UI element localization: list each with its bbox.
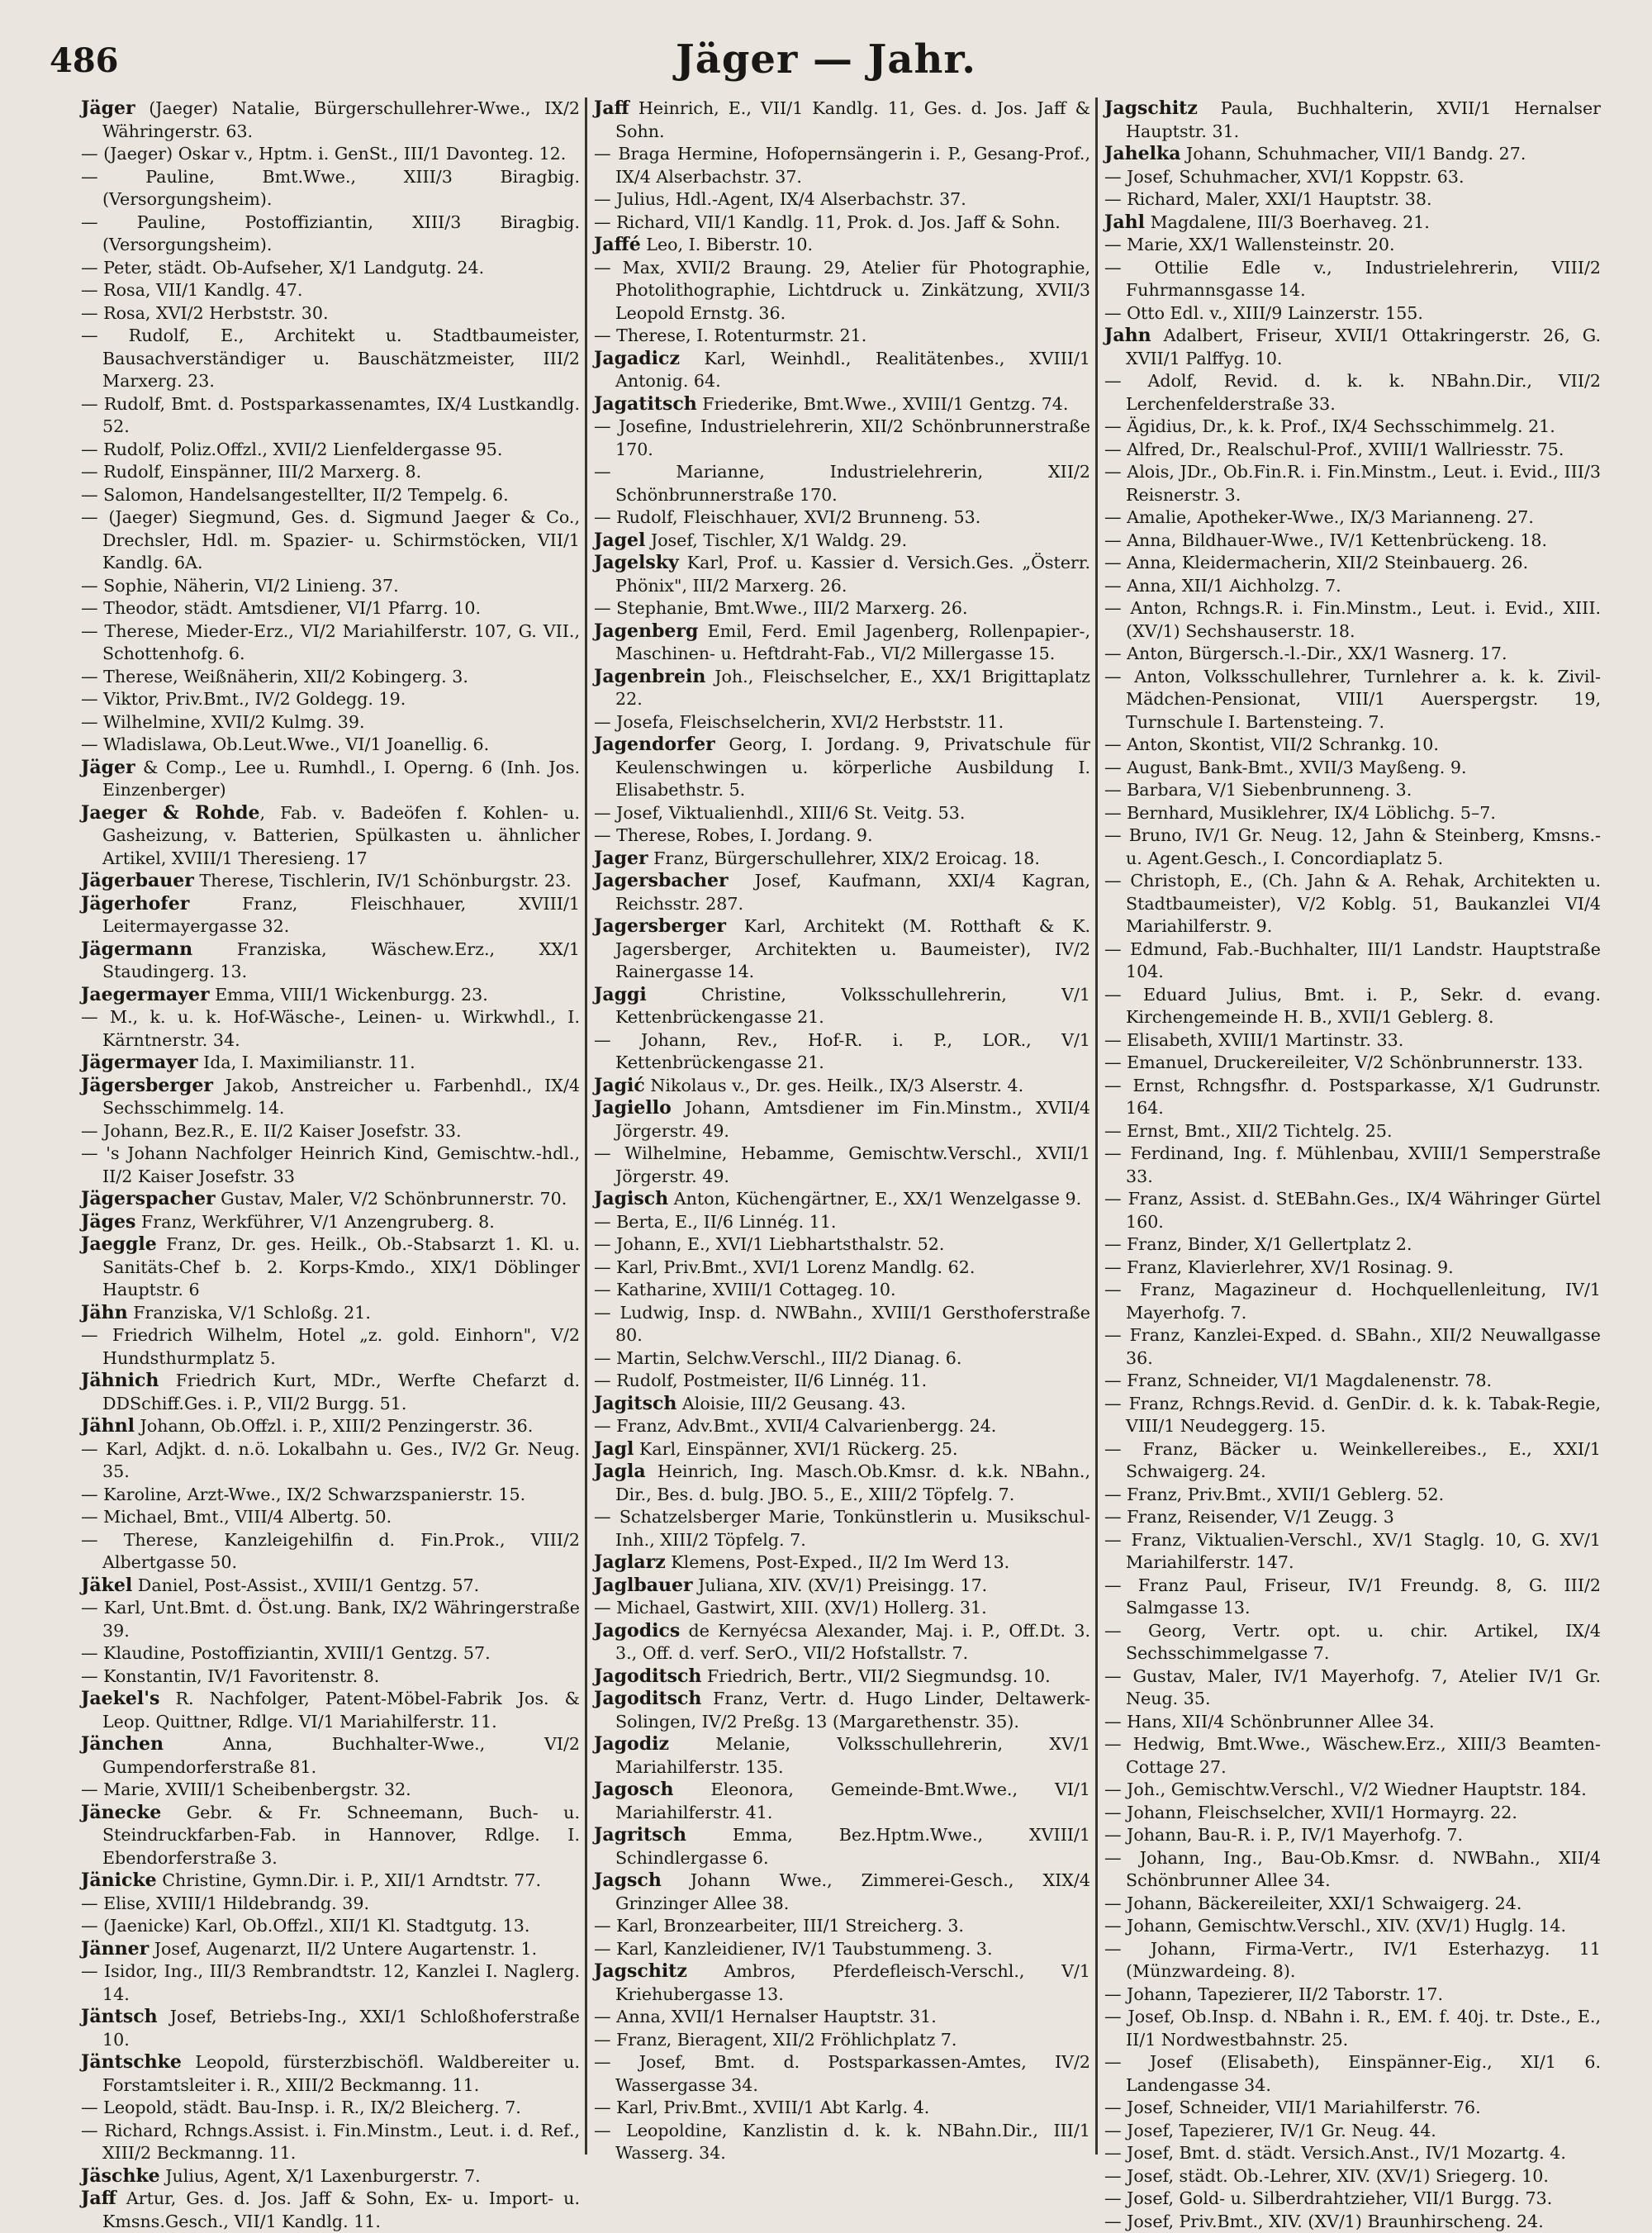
directory-entry: — Josef, Bmt. d. städt. Versich.Anst., IV/1 Mozartg. 4.: [1104, 2142, 1601, 2165]
directory-entry: Jaegermayer Emma, VIII/1 Wickenburgg. 23.: [81, 984, 580, 1007]
directory-entry: — Hans, XII/4 Schönbrunner Allee 34.: [1104, 1711, 1601, 1734]
directory-entry: — Therese, Mieder-Erz., VI/2 Mariahilferstr. 107, G. VII., Schottenhofg. 6.: [81, 620, 580, 666]
directory-entry: Jagschitz Ambros, Pferdefleisch-Verschl., V/1 Kriehubergasse 13.: [594, 1960, 1090, 2006]
directory-entry: — Rudolf, E., Architekt u. Stadtbaumeister, Bausachverständiger u. Bauschätzmeister, III/2 Marxerg. 23.: [81, 325, 580, 393]
directory-entry: — Johann, Ing., Bau-Ob.Kmsr. d. NWBahn., XII/4 Schönbrunner Allee 34.: [1104, 1847, 1601, 1893]
directory-entry: Jägerbauer Therese, Tischlerin, IV/1 Schönburgstr. 23.: [81, 870, 580, 893]
directory-entry: — Rudolf, Poliz.Offzl., XVII/2 Lienfeldergasse 95.: [81, 439, 580, 462]
directory-entry: — Julius, Hdl.-Agent, IX/4 Alserbachstr. 37.: [594, 188, 1090, 211]
directory-entry: — Josef, Ob.Insp. d. NBahn i. R., EM. f. 40j. tr. Dste., E., II/1 Nordwestbahnstr. 25.: [1104, 2006, 1601, 2051]
directory-entry: Jagendorfer Georg, I. Jordang. 9, Privatschule für Keulenschwingen u. körperliche Ausbildung I. Elisabethstr. 5.: [594, 734, 1090, 802]
directory-entry: Jagisch Anton, Küchengärtner, E., XX/1 Wenzelgasse 9.: [594, 1188, 1090, 1211]
directory-entry: — Rudolf, Postmeister, II/6 Linnég. 11.: [594, 1370, 1090, 1393]
directory-entry: — Emanuel, Druckereileiter, V/2 Schönbrunnerstr. 133.: [1104, 1052, 1601, 1075]
directory-entry: — Franz, Bieragent, XII/2 Fröhlichplatz 7.: [594, 2029, 1090, 2052]
directory-columns: [74, 97, 1607, 2155]
directory-entry: — Franz, Magazineur d. Hochquellenleitung, IV/1 Mayerhofg. 7.: [1104, 1279, 1601, 1324]
page-number: 486: [50, 41, 119, 80]
directory-entry: — Josef, städt. Ob.-Lehrer, XIV. (XV/1) Sriegerg. 10.: [1104, 2165, 1601, 2188]
directory-entry: Jänecke Gebr. & Fr. Schneemann, Buch- u. Steindruckfarben-Fab. in Hannover, Rdlge. I. Ebendorferstraße 3.: [81, 1802, 580, 1870]
directory-entry: — Therese, Robes, I. Jordang. 9.: [594, 824, 1090, 848]
directory-entry: — Wilhelmine, XVII/2 Kulmg. 39.: [81, 711, 580, 734]
directory-entry: Jahl Magdalene, III/3 Boerhaveg. 21.: [1104, 211, 1601, 235]
directory-entry: Jagersberger Karl, Architekt (M. Rotthaft & K. Jagersberger, Architekten u. Baumeister), IV/2 Rainergasse 14.: [594, 915, 1090, 984]
directory-entry: — Anna, XII/1 Aichholzg. 7.: [1104, 575, 1601, 598]
directory-entry: — Alfred, Dr., Realschul-Prof., XVIII/1 Wallriesstr. 75.: [1104, 439, 1601, 462]
directory-entry: — Josefine, Industrielehrerin, XII/2 Schönbrunnerstraße 170.: [594, 416, 1090, 461]
directory-entry: — Therese, Weißnäherin, XII/2 Kobingerg. 3.: [81, 666, 580, 689]
directory-entry: — Anna, Kleidermacherin, XII/2 Steinbauerg. 26.: [1104, 552, 1601, 575]
directory-entry: — Richard, Rchngs.Assist. i. Fin.Minstm., Leut. i. d. Ref., XIII/2 Beckmanng. 11.: [81, 2120, 580, 2165]
directory-entry: Jagla Heinrich, Ing. Masch.Ob.Kmsr. d. k.k. NBahn., Dir., Bes. d. bulg. JBO. 5., E., XIII/2 Töpfelg. 7.: [594, 1461, 1090, 1506]
directory-entry: Jäges Franz, Werkführer, V/1 Anzengruberg. 8.: [81, 1211, 580, 1234]
directory-entry: — Franz, Klavierlehrer, XV/1 Rosinag. 9.: [1104, 1257, 1601, 1280]
directory-entry: Jagersbacher Josef, Kaufmann, XXI/4 Kagran, Reichsstr. 287.: [594, 870, 1090, 915]
directory-entry: — Adolf, Revid. d. k. k. NBahn.Dir., VII/2 Lerchenfelderstraße 33.: [1104, 370, 1601, 416]
directory-entry: — Franz, Priv.Bmt., XVII/1 Geblerg. 52.: [1104, 1484, 1601, 1507]
directory-entry: — Franz, Binder, X/1 Gellertplatz 2.: [1104, 1233, 1601, 1257]
directory-entry: — Klaudine, Postoffiziantin, XVIII/1 Gentzg. 57.: [81, 1642, 580, 1665]
directory-entry: — Theodor, städt. Amtsdiener, VI/1 Pfarrg. 10.: [81, 597, 580, 620]
directory-entry: — Wilhelmine, Hebamme, Gemischtw.Verschl., XVII/1 Jörgerstr. 49.: [594, 1143, 1090, 1188]
directory-entry: — Martin, Selchw.Verschl., III/2 Dianag. 6.: [594, 1347, 1090, 1371]
directory-entry: — Johann, Bäckereileiter, XXI/1 Schwaigerg. 24.: [1104, 1893, 1601, 1916]
directory-entry: Jagodics de Kernyécsa Alexander, Maj. i. P., Off.Dt. 3. 3., Off. d. verf. SerO., VII/2 Hofstallstr. 7.: [594, 1620, 1090, 1665]
directory-entry: — Richard, Maler, XXI/1 Hauptstr. 38.: [1104, 188, 1601, 211]
directory-entry: Jaglbauer Juliana, XIV. (XV/1) Preisingg. 17.: [594, 1575, 1090, 1598]
directory-entry: — Franz, Schneider, VI/1 Magdalenenstr. 78.: [1104, 1370, 1601, 1393]
directory-entry: Jagitsch Aloisie, III/2 Geusang. 43.: [594, 1393, 1090, 1416]
directory-entry: — Josef, Gold- u. Silberdrahtzieher, VII/1 Burgg. 73.: [1104, 2188, 1601, 2211]
directory-entry: — Marie, XX/1 Wallensteinstr. 20.: [1104, 234, 1601, 257]
directory-entry: — Alois, JDr., Ob.Fin.R. i. Fin.Minstm., Leut. i. Evid., III/3 Reisnerstr. 3.: [1104, 461, 1601, 506]
directory-entry: — Josef, Tapezierer, IV/1 Gr. Neug. 44.: [1104, 2120, 1601, 2143]
directory-entry: Jänner Josef, Augenarzt, II/2 Untere Augartenstr. 1.: [81, 1938, 580, 1961]
column-1: [74, 97, 585, 2155]
directory-entry: — Schatzelsberger Marie, Tonkünstlerin u. Musikschul-Inh., XIII/2 Töpfelg. 7.: [594, 1506, 1090, 1551]
directory-entry: — Bruno, IV/1 Gr. Neug. 12, Jahn & Steinberg, Kmsns.- u. Agent.Gesch., I. Concordiaplatz 5.: [1104, 824, 1601, 870]
column-3: [1095, 97, 1606, 2155]
directory-entry: Jahelka Johann, Schuhmacher, VII/1 Bandg. 27.: [1104, 143, 1601, 166]
directory-entry: — Franz, Rchngs.Revid. d. GenDir. d. k. k. Tabak-Regie, VIII/1 Neudeggerg. 15.: [1104, 1393, 1601, 1438]
directory-entry: — Berta, E., II/6 Linnég. 11.: [594, 1211, 1090, 1234]
directory-entry: — Hedwig, Bmt.Wwe., Wäschew.Erz., XIII/3 Beamten-Cottage 27.: [1104, 1733, 1601, 1779]
directory-entry: — (Jaenicke) Karl, Ob.Offzl., XII/1 Kl. Stadtgutg. 13.: [81, 1915, 580, 1938]
directory-entry: — Karl, Bronzearbeiter, III/1 Streicherg. 3.: [594, 1915, 1090, 1938]
directory-entry: — Anna, XVII/1 Hernalser Hauptstr. 31.: [594, 2006, 1090, 2029]
directory-entry: — Johann, Bau-R. i. P., IV/1 Mayerhofg. 7.: [1104, 1824, 1601, 1847]
directory-entry: — Max, XVII/2 Braung. 29, Atelier für Photographie, Photolithographie, Lichtdruck u. Zinkätzung, XVII/3 Leopold Ernstg. 36.: [594, 257, 1090, 325]
directory-entry: — Peter, städt. Ob-Aufseher, X/1 Landgutg. 24.: [81, 257, 580, 280]
directory-entry: — Josef, Priv.Bmt., XIV. (XV/1) Braunhirscheng. 24.: [1104, 2211, 1601, 2233]
directory-entry: Jaffé Leo, I. Biberstr. 10.: [594, 234, 1090, 257]
directory-entry: — Johann, Bez.R., E. II/2 Kaiser Josefstr. 33.: [81, 1120, 580, 1143]
directory-entry: — Karl, Kanzleidiener, IV/1 Taubstummeng. 3.: [594, 1938, 1090, 1961]
directory-entry: Jagadicz Karl, Weinhdl., Realitätenbes., XVIII/1 Antonig. 64.: [594, 348, 1090, 393]
directory-entry: — Josefa, Fleischselcherin, XVI/2 Herbststr. 11.: [594, 711, 1090, 734]
directory-entry: — Gustav, Maler, IV/1 Mayerhofg. 7, Atelier IV/1 Gr. Neug. 35.: [1104, 1665, 1601, 1711]
directory-entry: — (Jaeger) Siegmund, Ges. d. Sigmund Jaeger & Co., Drechsler, Hdl. m. Spazier- u. Schirmstöcken, VII/1 Kandlg. 6A.: [81, 506, 580, 575]
directory-entry: Jagosch Eleonora, Gemeinde-Bmt.Wwe., VI/1 Mariahilferstr. 41.: [594, 1779, 1090, 1824]
directory-entry: — Johann, Rev., Hof-R. i. P., LOR., V/1 Kettenbrückengasse 21.: [594, 1029, 1090, 1075]
directory-entry: — Franz, Bäcker u. Weinkellereibes., E., XXI/1 Schwaigerg. 24.: [1104, 1438, 1601, 1484]
directory-entry: Jagelsky Karl, Prof. u. Kassier d. Versich.Ges. „Österr. Phönix", III/2 Marxerg. 26.: [594, 552, 1090, 597]
directory-entry: — Stephanie, Bmt.Wwe., III/2 Marxerg. 26.: [594, 597, 1090, 620]
directory-entry: — Katharine, XVIII/1 Cottageg. 10.: [594, 1279, 1090, 1302]
directory-entry: — Rudolf, Bmt. d. Postsparkassenamtes, IX/4 Lustkandlg. 52.: [81, 393, 580, 439]
directory-entry: Jagl Karl, Einspänner, XVI/1 Rückerg. 25.: [594, 1438, 1090, 1461]
directory-entry: — Bernhard, Musiklehrer, IX/4 Löblichg. 5–7.: [1104, 802, 1601, 825]
directory-entry: Jagritsch Emma, Bez.Hptm.Wwe., XVIII/1 Schindlergasse 6.: [594, 1824, 1090, 1870]
directory-entry: Jänchen Anna, Buchhalter-Wwe., VI/2 Gumpendorferstraße 81.: [81, 1733, 580, 1779]
directory-entry: — Eduard Julius, Bmt. i. P., Sekr. d. evang. Kirchengemeinde H. B., XVII/1 Geblerg. 8.: [1104, 984, 1601, 1029]
column-2: [585, 97, 1095, 2155]
directory-entry: — Barbara, V/1 Siebenbrunneng. 3.: [1104, 779, 1601, 802]
directory-entry: Jänicke Christine, Gymn.Dir. i. P., XII/1 Arndtstr. 77.: [81, 1870, 580, 1893]
directory-entry: — Friedrich Wilhelm, Hotel „z. gold. Einhorn", V/2 Hundsthurmplatz 5.: [81, 1324, 580, 1370]
directory-entry: Jahn Adalbert, Friseur, XVII/1 Ottakringerstr. 26, G. XVII/1 Palffyg. 10.: [1104, 325, 1601, 370]
directory-entry: Jäkel Daniel, Post-Assist., XVIII/1 Gentzg. 57.: [81, 1575, 580, 1598]
directory-entry: — Therese, Kanzleigehilfin d. Fin.Prok., VIII/2 Albertgasse 50.: [81, 1529, 580, 1575]
directory-entry: — Franz, Adv.Bmt., XVII/4 Calvarienbergg. 24.: [594, 1415, 1090, 1438]
directory-entry: — Ottilie Edle v., Industrielehrerin, VIII/2 Fuhrmannsgasse 14.: [1104, 257, 1601, 302]
directory-entry: Jaeggle Franz, Dr. ges. Heilk., Ob.-Stabsarzt 1. Kl. u. Sanitäts-Chef b. 2. Korps-Kmdo., XIX/1 Döblinger Hauptstr. 6: [81, 1233, 580, 1302]
directory-entry: — Johann, Firma-Vertr., IV/1 Esterhazyg. 11 (Münzwardeing. 8).: [1104, 1938, 1601, 1984]
directory-entry: — Ludwig, Insp. d. NWBahn., XVIII/1 Gersthoferstraße 80.: [594, 1302, 1090, 1347]
directory-entry: — Marie, XVIII/1 Scheibenbergstr. 32.: [81, 1779, 580, 1802]
directory-entry: — Josef, Schuhmacher, XVI/1 Koppstr. 63.: [1104, 166, 1601, 189]
directory-entry: — Franz Paul, Friseur, IV/1 Freundg. 8, G. III/2 Salmgasse 13.: [1104, 1575, 1601, 1620]
directory-entry: — Franz, Reisender, V/1 Zeugg. 3: [1104, 1506, 1601, 1529]
directory-entry: — Rosa, XVI/2 Herbststr. 30.: [81, 302, 580, 325]
directory-entry: — Leopold, städt. Bau-Insp. i. R., IX/2 Bleicherg. 7.: [81, 2097, 580, 2120]
directory-entry: — Karl, Unt.Bmt. d. Öst.ung. Bank, IX/2 Währingerstraße 39.: [81, 1597, 580, 1642]
directory-entry: Jagodiz Melanie, Volksschullehrerin, XV/1 Mariahilferstr. 135.: [594, 1733, 1090, 1779]
directory-entry: Jagel Josef, Tischler, X/1 Waldg. 29.: [594, 530, 1090, 553]
directory-entry: Jägermayer Ida, I. Maximilianstr. 11.: [81, 1052, 580, 1075]
directory-entry: — Franz, Kanzlei-Exped. d. SBahn., XII/2 Neuwallgasse 36.: [1104, 1324, 1601, 1370]
directory-entry: — Georg, Vertr. opt. u. chir. Artikel, IX/4 Sechsschimmelgasse 7.: [1104, 1620, 1601, 1665]
directory-entry: Jager Franz, Bürgerschullehrer, XIX/2 Eroicag. 18.: [594, 848, 1090, 871]
directory-entry: — Anton, Volksschullehrer, Turnlehrer a. k. k. Zivil-Mädchen-Pensionat, VIII/1 Auerspergstr. 19, Turnschule I. Bartensteing. 7.: [1104, 666, 1601, 734]
directory-entry: Jaggi Christine, Volksschullehrerin, V/1 Kettenbrückengasse 21.: [594, 984, 1090, 1029]
directory-entry: — Viktor, Priv.Bmt., IV/2 Goldegg. 19.: [81, 688, 580, 711]
directory-entry: Jagenberg Emil, Ferd. Emil Jagenberg, Rollenpapier-, Maschinen- u. Heftdraht-Fab., VI/2 Millergasse 15.: [594, 620, 1090, 666]
directory-entry: — Franz, Assist. d. StEBahn.Ges., IX/4 Währinger Gürtel 160.: [1104, 1188, 1601, 1233]
directory-entry: Jaff Heinrich, E., VII/1 Kandlg. 11, Ges. d. Jos. Jaff & Sohn.: [594, 97, 1090, 143]
directory-entry: — Josef (Elisabeth), Einspänner-Eig., XI/1 6. Landengasse 34.: [1104, 2051, 1601, 2097]
directory-entry: — Michael, Bmt., VIII/4 Albertg. 50.: [81, 1506, 580, 1529]
directory-entry: — Sophie, Näherin, VI/2 Linieng. 37.: [81, 575, 580, 598]
directory-entry: Jaff Artur, Ges. d. Jos. Jaff & Sohn, Ex- u. Import- u. Kmsns.Gesch., VII/1 Kandlg. 11.: [81, 2188, 580, 2233]
directory-entry: — Ernst, Bmt., XII/2 Tichtelg. 25.: [1104, 1120, 1601, 1143]
directory-entry: — Therese, I. Rotenturmstr. 21.: [594, 325, 1090, 348]
directory-entry: Jäger & Comp., Lee u. Rumhdl., I. Operng. 6 (Inh. Jos. Einzenberger): [81, 757, 580, 802]
directory-entry: — 's Johann Nachfolger Heinrich Kind, Gemischtw.-hdl., II/2 Kaiser Josefstr. 33: [81, 1143, 580, 1188]
directory-entry: — M., k. u. k. Hof-Wäsche-, Leinen- u. Wirkwhdl., I. Kärntnerstr. 34.: [81, 1006, 580, 1052]
directory-entry: — Braga Hermine, Hofopernsängerin i. P., Gesang-Prof., IX/4 Alserbachstr. 37.: [594, 143, 1090, 188]
directory-entry: — Anton, Rchngs.R. i. Fin.Minstm., Leut. i. Evid., XIII. (XV/1) Sechshauserstr. 18.: [1104, 597, 1601, 643]
directory-entry: — Rudolf, Fleischhauer, XVI/2 Brunneng. 53.: [594, 506, 1090, 530]
directory-entry: — Karl, Adjkt. d. n.ö. Lokalbahn u. Ges., IV/2 Gr. Neug. 35.: [81, 1438, 580, 1484]
directory-entry: — Johann, Tapezierer, II/2 Taborstr. 17.: [1104, 1984, 1601, 2007]
directory-entry: Jähn Franziska, V/1 Schloßg. 21.: [81, 1302, 580, 1325]
directory-entry: — Josef, Viktualienhdl., XIII/6 St. Veitg. 53.: [594, 802, 1090, 825]
directory-entry: — Ägidius, Dr., k. k. Prof., IX/4 Sechsschimmelg. 21.: [1104, 416, 1601, 439]
directory-entry: — Karl, Priv.Bmt., XVIII/1 Abt Karlg. 4.: [594, 2097, 1090, 2120]
directory-entry: — Rudolf, Einspänner, III/2 Marxerg. 8.: [81, 461, 580, 484]
directory-entry: — Wladislawa, Ob.Leut.Wwe., VI/1 Joanellig. 6.: [81, 734, 580, 757]
directory-entry: Jaeger & Rohde, Fab. v. Badeöfen f. Kohlen- u. Gasheizung, v. Batterien, Spülkasten u. ähnlicher Artikel, XVIII/1 Theresieng. 17: [81, 802, 580, 871]
directory-entry: Jäschke Julius, Agent, X/1 Laxenburgerstr. 7.: [81, 2165, 580, 2188]
directory-entry: — Leopoldine, Kanzlistin d. k. k. NBahn.Dir., III/1 Wasserg. 34.: [594, 2120, 1090, 2165]
directory-entry: — Anna, Bildhauer-Wwe., IV/1 Kettenbrückeng. 18.: [1104, 530, 1601, 553]
directory-entry: Jägermann Franziska, Wäschew.Erz., XX/1 Staudingerg. 13.: [81, 938, 580, 984]
directory-entry: Jagschitz Paula, Buchhalterin, XVII/1 Hernalser Hauptstr. 31.: [1104, 97, 1601, 143]
directory-entry: — Christoph, E., (Ch. Jahn & A. Rehak, Architekten u. Stadtbaumeister), V/2 Koblg. 51, Baukanzlei VI/4 Mariahilferstr. 9.: [1104, 870, 1601, 938]
directory-entry: — Edmund, Fab.-Buchhalter, III/1 Landstr. Hauptstraße 104.: [1104, 938, 1601, 984]
directory-entry: Jagatitsch Friederike, Bmt.Wwe., XVIII/1 Gentzg. 74.: [594, 393, 1090, 416]
directory-entry: — Franz, Viktualien-Verschl., XV/1 Staglg. 10, G. XV/1 Mariahilferstr. 147.: [1104, 1529, 1601, 1575]
directory-entry: — Salomon, Handelsangestellter, II/2 Tempelg. 6.: [81, 484, 580, 507]
directory-entry: — Ernst, Rchngsfhr. d. Postsparkasse, X/1 Gudrunstr. 164.: [1104, 1075, 1601, 1120]
running-title: Jäger — Jahr.: [50, 36, 1602, 83]
directory-entry: Jaekel's R. Nachfolger, Patent-Möbel-Fabrik Jos. & Leop. Quittner, Rdlge. VI/1 Mariahilferstr. 11.: [81, 1688, 580, 1733]
directory-entry: — Michael, Gastwirt, XIII. (XV/1) Hollerg. 31.: [594, 1597, 1090, 1620]
directory-entry: Jagoditsch Friedrich, Bertr., VII/2 Siegmundsg. 10.: [594, 1665, 1090, 1689]
directory-entry: — Josef, Bmt. d. Postsparkassen-Amtes, IV/2 Wassergasse 34.: [594, 2051, 1090, 2097]
directory-entry: — Otto Edl. v., XIII/9 Lainzerstr. 155.: [1104, 302, 1601, 325]
directory-entry: Jagiello Johann, Amtsdiener im Fin.Minstm., XVII/4 Jörgerstr. 49.: [594, 1097, 1090, 1143]
directory-entry: — Karl, Priv.Bmt., XVI/1 Lorenz Mandlg. 62.: [594, 1257, 1090, 1280]
directory-entry: — Isidor, Ing., III/3 Rembrandtstr. 12, Kanzlei I. Naglerg. 14.: [81, 1960, 580, 2006]
directory-entry: — Marianne, Industrielehrerin, XII/2 Schönbrunnerstraße 170.: [594, 461, 1090, 506]
directory-entry: Jägerspacher Gustav, Maler, V/2 Schönbrunnerstr. 70.: [81, 1188, 580, 1211]
directory-entry: — Rosa, VII/1 Kandlg. 47.: [81, 279, 580, 302]
directory-entry: Jähnich Friedrich Kurt, MDr., Werfte Chefarzt d. DDSchiff.Ges. i. P., VII/2 Burgg. 51.: [81, 1370, 580, 1415]
directory-entry: Jagsch Johann Wwe., Zimmerei-Gesch., XIX/4 Grinzinger Allee 38.: [594, 1870, 1090, 1915]
directory-entry: — (Jaeger) Oskar v., Hptm. i. GenSt., III/1 Davonteg. 12.: [81, 143, 580, 166]
directory-entry: — Johann, Gemischtw.Verschl., XIV. (XV/1) Huglg. 14.: [1104, 1915, 1601, 1938]
directory-entry: — Josef, Schneider, VII/1 Mariahilferstr. 76.: [1104, 2097, 1601, 2120]
directory-entry: — Elise, XVIII/1 Hildebrandg. 39.: [81, 1893, 580, 1916]
directory-entry: Jagić Nikolaus v., Dr. ges. Heilk., IX/3 Alserstr. 4.: [594, 1075, 1090, 1098]
page-header: [50, 36, 1602, 94]
directory-entry: — Pauline, Bmt.Wwe., XIII/3 Biragbig. (Versorgungsheim).: [81, 166, 580, 211]
directory-entry: — Ferdinand, Ing. f. Mühlenbau, XVIII/1 Semperstraße 33.: [1104, 1143, 1601, 1188]
directory-entry: — Richard, VII/1 Kandlg. 11, Prok. d. Jos. Jaff & Sohn.: [594, 211, 1090, 235]
directory-entry: — Elisabeth, XVIII/1 Martinstr. 33.: [1104, 1029, 1601, 1052]
directory-entry: — Pauline, Postoffiziantin, XIII/3 Biragbig. (Versorgungsheim).: [81, 211, 580, 257]
directory-entry: — Johann, E., XVI/1 Liebhartsthalstr. 52.: [594, 1233, 1090, 1257]
directory-entry: — Anton, Bürgersch.-l.-Dir., XX/1 Wasnerg. 17.: [1104, 643, 1601, 666]
directory-entry: Jäger (Jaeger) Natalie, Bürgerschullehrer-Wwe., IX/2 Währingerstr. 63.: [81, 97, 580, 143]
directory-entry: Jaglarz Klemens, Post-Exped., II/2 Im Werd 13.: [594, 1551, 1090, 1575]
directory-entry: Jägersberger Jakob, Anstreicher u. Farbenhdl., IX/4 Sechsschimmelg. 14.: [81, 1075, 580, 1120]
directory-entry: — Joh., Gemischtw.Verschl., V/2 Wiedner Hauptstr. 184.: [1104, 1779, 1601, 1802]
directory-entry: Jagoditsch Franz, Vertr. d. Hugo Linder, Deltawerk-Solingen, IV/2 Preßg. 13 (Margarethenstr. 35).: [594, 1688, 1090, 1733]
directory-entry: — Konstantin, IV/1 Favoritenstr. 8.: [81, 1665, 580, 1689]
directory-entry: — Johann, Fleischselcher, XVII/1 Hormayrg. 22.: [1104, 1802, 1601, 1825]
directory-entry: Jägerhofer Franz, Fleischhauer, XVIII/1 Leitermayergasse 32.: [81, 893, 580, 938]
directory-entry: Jäntschke Leopold, fürsterzbischöfl. Waldbereiter u. Forstamtsleiter i. R., XIII/2 Beckmanng. 11.: [81, 2051, 580, 2097]
directory-entry: Jagenbrein Joh., Fleischselcher, E., XX/1 Brigittaplatz 22.: [594, 666, 1090, 711]
directory-entry: Jäntsch Josef, Betriebs-Ing., XXI/1 Schloßhoferstraße 10.: [81, 2006, 580, 2051]
directory-entry: — Amalie, Apotheker-Wwe., IX/3 Marianneng. 27.: [1104, 506, 1601, 530]
directory-entry: — Karoline, Arzt-Wwe., IX/2 Schwarzspanierstr. 15.: [81, 1484, 580, 1507]
directory-entry: Jähnl Johann, Ob.Offzl. i. P., XIII/2 Penzingerstr. 36.: [81, 1415, 580, 1438]
directory-entry: — Anton, Skontist, VII/2 Schrankg. 10.: [1104, 734, 1601, 757]
directory-entry: — August, Bank-Bmt., XVII/3 Mayßeng. 9.: [1104, 757, 1601, 780]
